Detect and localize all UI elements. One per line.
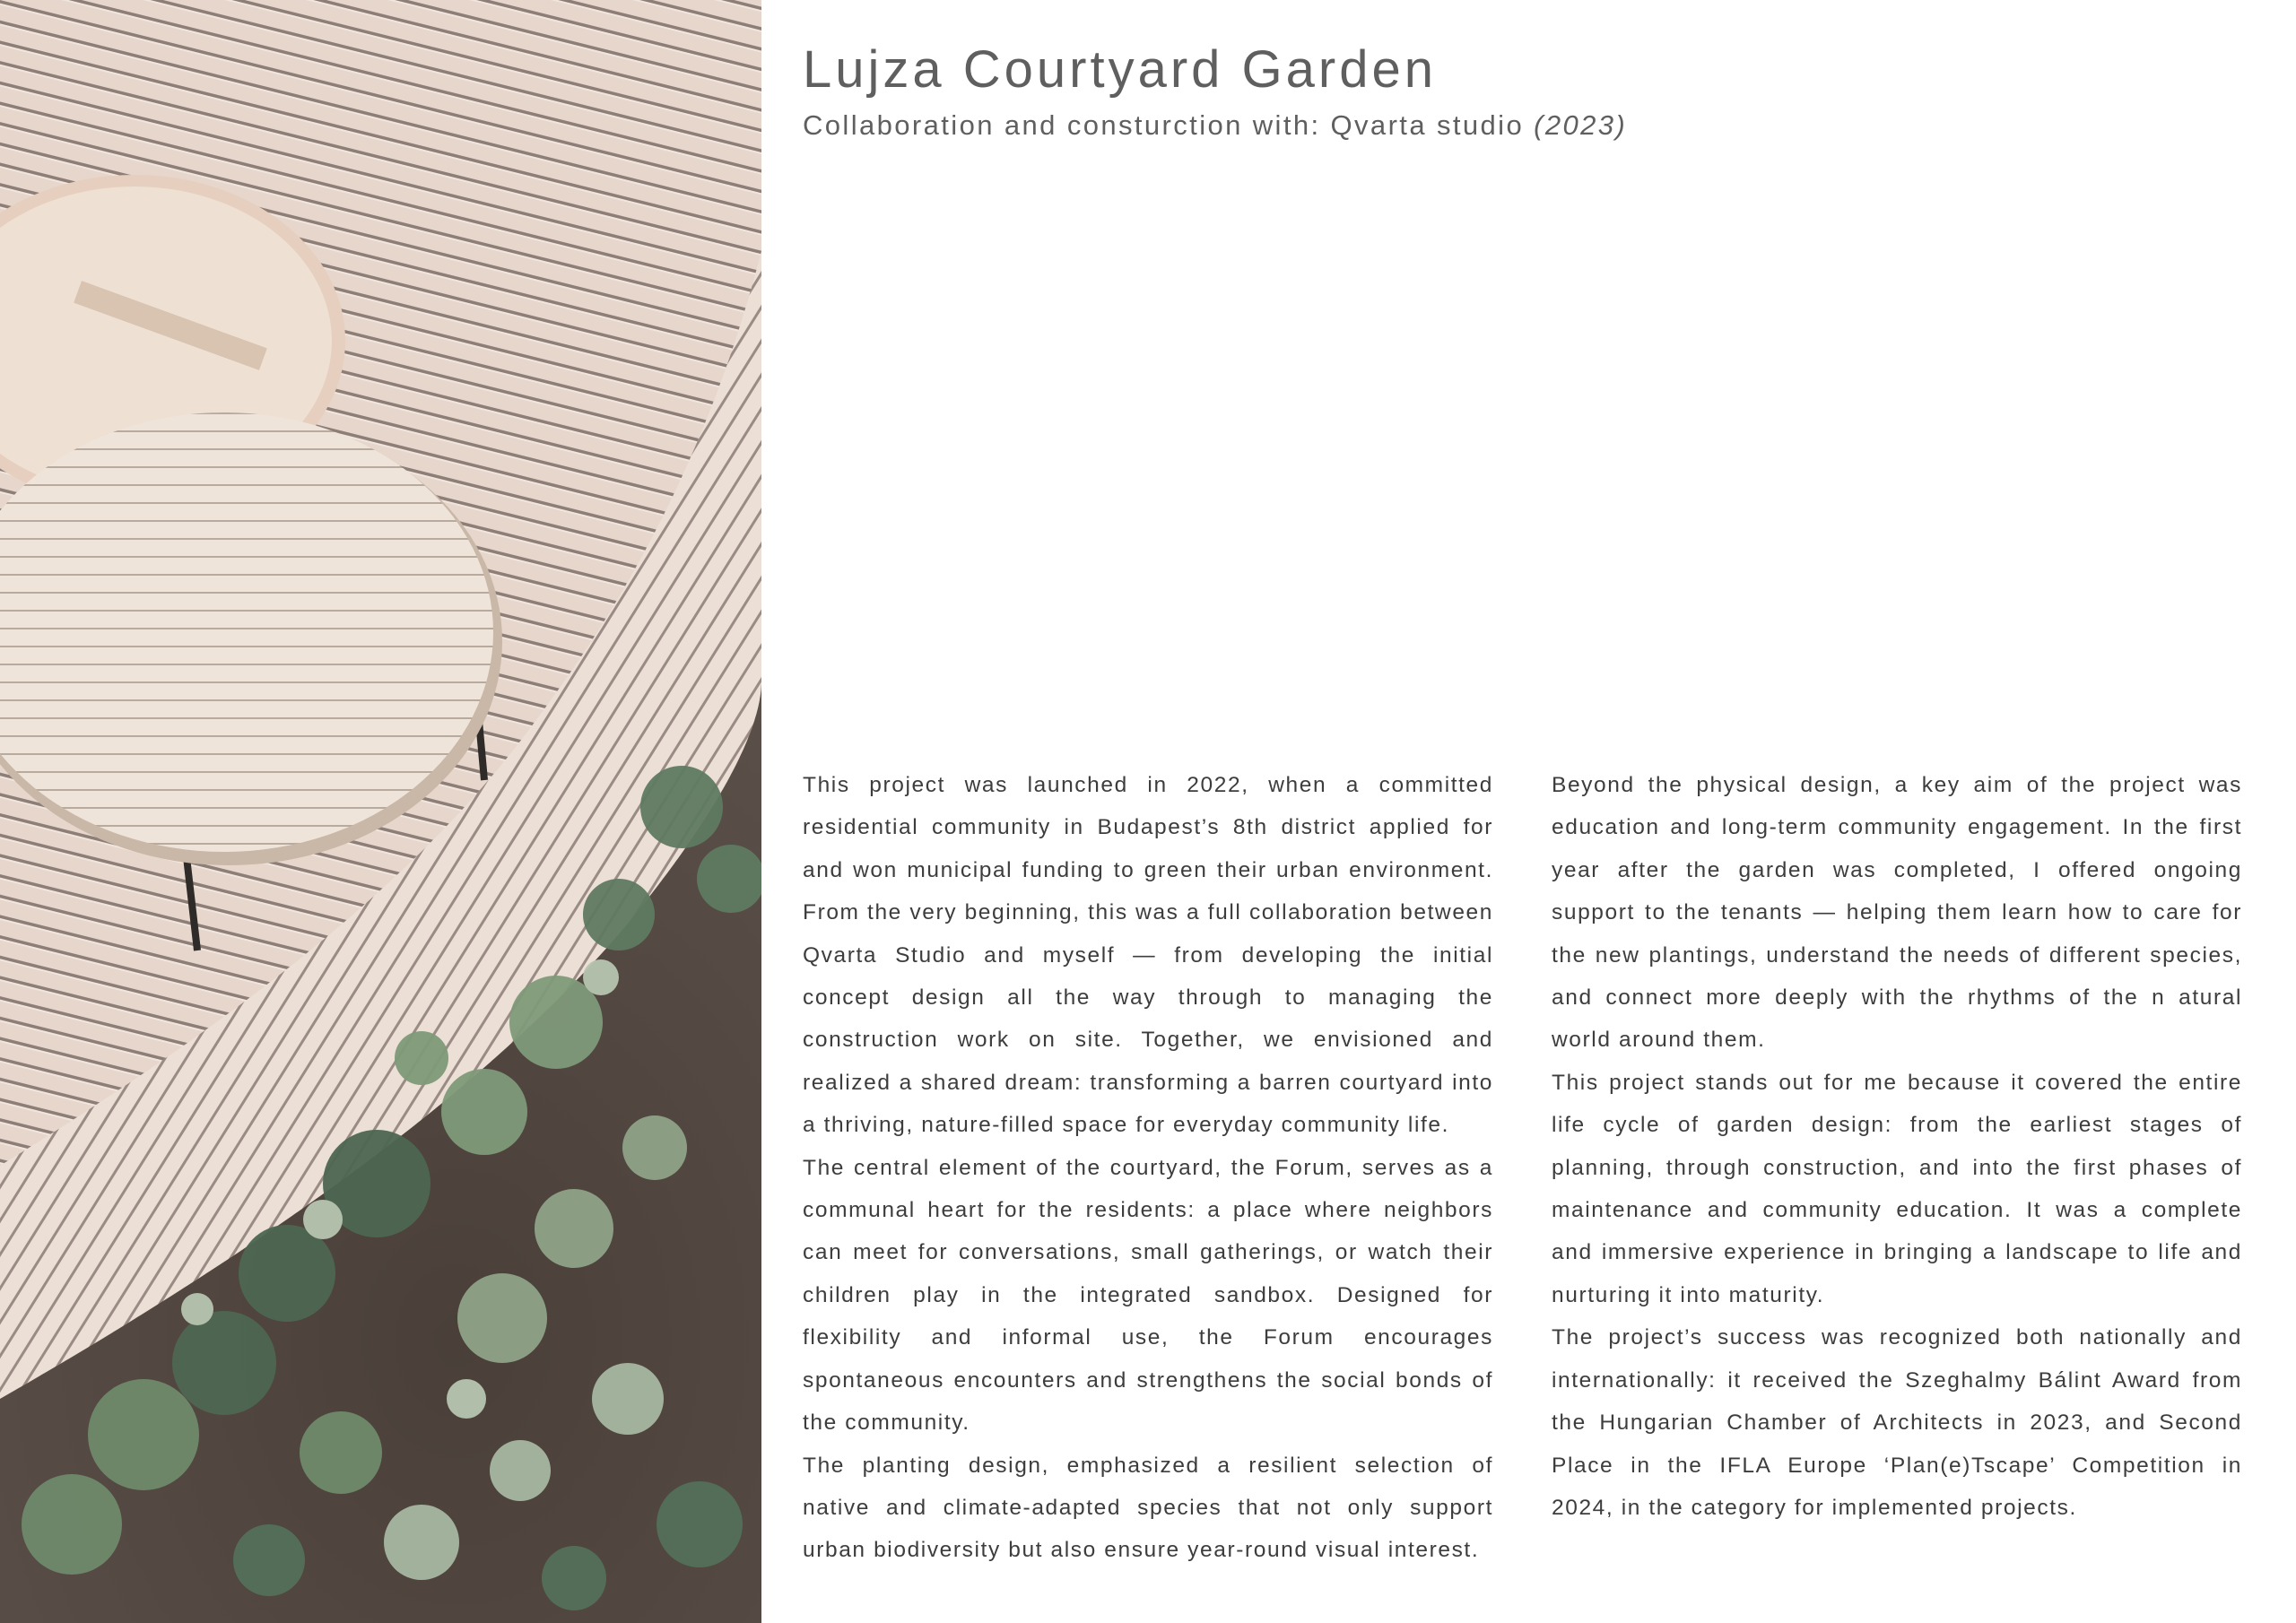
text-panel bbox=[803, 0, 2296, 1623]
paragraph: This project stands out for me because it covered the entire life cycle of garden design: from the earliest stages of planning, through construction, and into the first phases of maintenance and community education. It was a complete and immersive experience in bringing a landscape to life and nurturing it into maturity. bbox=[1552, 1070, 2242, 1307]
subtitle-year: (2023) bbox=[1534, 109, 1628, 141]
paragraph: This project was launched in 2022, when a committed residential community in Budapest’s 8th district applied for and won municipal funding to green their urban environment. From the very beginning, this was a full collaboration between Qvarta Studio and myself — from developing the initial concept design all the way through to managing the construction work on site. Together, we envisioned and realized a shared dream: transforming a barren courtyard into a thriving, nature-filled space for everyday community life. bbox=[803, 773, 1493, 1138]
text-column-right bbox=[1552, 764, 2242, 1529]
paragraph: The planting design, emphasized a resilient selection of native and climate-adapted species that not only support urban biodiversity but also ensure year-round visual interest. bbox=[803, 1453, 1493, 1563]
page-title: Lujza Courtyard Garden bbox=[803, 40, 1437, 99]
project-photo bbox=[0, 0, 761, 1623]
subtitle-text: Collaboration and consturction with: Qvarta studio bbox=[803, 109, 1525, 141]
text-column-left bbox=[803, 764, 1493, 1572]
paragraph: The project’s success was recognized both nationally and internationally: it received the Szeghalmy Bálint Award from the Hungarian Chamber of Architects in 2023, and Second Place in the IFLA Europe ‘Plan(e)Tscape’ Competition in 2024, in the category for implemented projects. bbox=[1552, 1325, 2242, 1520]
courtyard-photo-illustration bbox=[0, 0, 761, 1623]
paragraph: Beyond the physical design, a key aim of the project was education and long-term community engagement. In the first year after the garden was completed, I offered ongoing support to the tenants — helping them learn how to care for the new plantings, understand the needs of different species, and connect more deeply with the rhythms of the n atural world around them. bbox=[1552, 773, 2242, 1053]
paragraph: The central element of the courtyard, the Forum, serves as a communal heart for the residents: a place where neighbors can meet for conversations, small gatherings, or watch their children play in the integrated sandbox. Designed for flexibility and informal use, the Forum encourages spontaneous encounters and strengthens the social bonds of the community. bbox=[803, 1155, 1493, 1436]
page-subtitle bbox=[803, 109, 1627, 142]
